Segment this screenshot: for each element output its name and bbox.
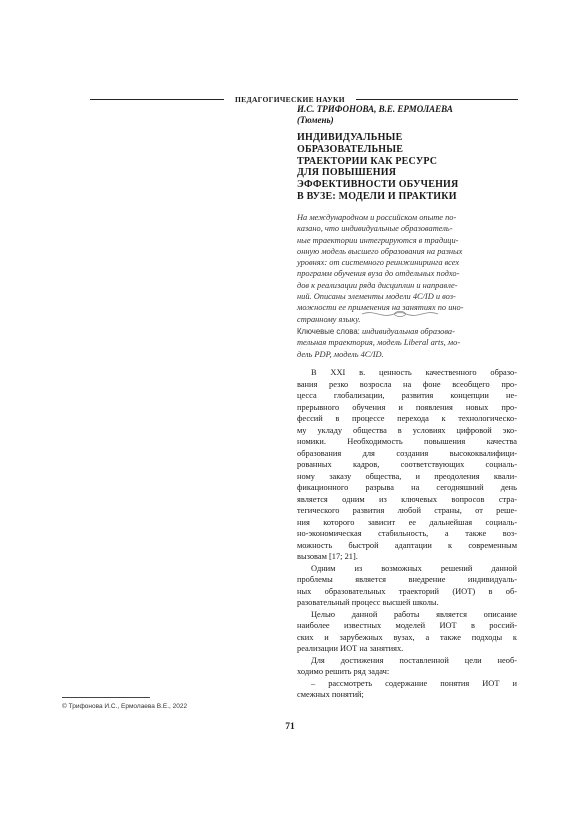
keywords-block <box>297 326 517 360</box>
body-line: ния которого зависит ее дальнейшая социаль- <box>297 517 517 527</box>
body-line: тегического развития любой страны, от реше- <box>297 506 517 515</box>
body-line: ходимо решить ряд задач: <box>297 667 390 676</box>
body-line: Целью данной работы является описание <box>311 609 517 619</box>
authors-names: И.С. ТРИФОНОВА, В.Е. ЕРМОЛАЕВА <box>297 104 453 114</box>
abstract-line: уровнях: от системного реинжиниринга всех <box>297 258 460 268</box>
copyright-note: © Трифонова И.С., Ермолаева В.Е., 2022 <box>62 703 188 710</box>
abstract-line: программ обучения вуза до отдельных подхо- <box>297 269 460 279</box>
title-line: ОБРАЗОВАТЕЛЬНЫЕ <box>297 143 404 155</box>
body-line: вызовам [17; 21]. <box>297 552 358 561</box>
body-text <box>297 367 517 701</box>
abstract-line: онную модель высшего образования на разных <box>297 246 463 256</box>
body-line: наиболее известных моделей ИОТ в россий- <box>297 621 517 630</box>
body-line: ских и зарубежных вузах, а также подходы к <box>297 632 517 642</box>
body-line: можность быстрой адаптации к современным <box>297 540 517 550</box>
abstract-line: можности ее применения на занятиях по ино- <box>297 303 464 313</box>
body-line: образования для создания высококвалифици- <box>297 448 517 458</box>
header-rule-left <box>90 99 224 100</box>
authors-affiliation: (Тюмень) <box>297 115 334 125</box>
title-line: ДЛЯ ПОВЫШЕНИЯ <box>297 167 397 179</box>
paragraph <box>297 609 517 655</box>
author-block <box>297 104 517 126</box>
keywords-line: индивидуальная образова- <box>361 327 455 336</box>
body-line: разовательный процесс высшей школы. <box>297 598 439 607</box>
paragraph <box>297 563 517 609</box>
abstract-line: ний. Описаны элементы модели 4C/ID и воз- <box>297 292 456 302</box>
body-line: номики. Необходимость повышения качества <box>297 437 517 446</box>
title-line: ЭФФЕКТИВНОСТИ ОБУЧЕНИЯ <box>297 179 459 191</box>
body-line: ному заказу общества, и преодоления квали- <box>297 471 517 481</box>
body-line: Одним из возможных решений данной <box>311 563 517 573</box>
paragraph <box>297 367 517 563</box>
body-line: прерывного обучения и появления новых про- <box>297 402 517 412</box>
title-line: ТРАЕКТОРИИ КАК РЕСУРС <box>297 155 438 167</box>
body-line: смежных понятий; <box>297 690 364 699</box>
paragraph <box>297 655 517 701</box>
body-line: фессий в процессе перехода к технологическо- <box>297 414 517 423</box>
body-line: реализации ИОТ на занятиях. <box>297 644 404 653</box>
section-label: ПЕДАГОГИЧЕСКИЕ НАУКИ <box>235 95 345 104</box>
abstract-line: На международном и российском опыте по- <box>297 213 457 222</box>
abstract-line: казано, что индивидуальные образователь- <box>297 224 453 234</box>
body-line: – рассмотреть содержание понятия ИОТ и <box>311 678 517 688</box>
body-line: ных образовательных траекторий (ИОТ) в об- <box>297 586 517 596</box>
ornament-divider <box>360 308 440 320</box>
footer-rule <box>62 697 150 698</box>
keywords-line: дель PDP, модель 4C/ID. <box>297 349 384 359</box>
article-title <box>297 132 517 203</box>
body-line: является одним из ключевых вопросов стра- <box>297 494 517 504</box>
body-line: Для достижения поставленной цели необ- <box>311 655 517 665</box>
body-line: му укладу общества в условиях цифровой эко- <box>297 425 517 435</box>
body-line: но-экономическая стабильность, а также воз- <box>297 529 517 538</box>
keywords-label: Ключевые слова: <box>297 327 360 336</box>
body-line: В XXI в. ценность качественного образо- <box>311 368 517 377</box>
body-line: фикационного разрыва на сегодняшний день <box>297 483 517 492</box>
title-line: В ВУЗЕ: МОДЕЛИ И ПРАКТИКИ <box>297 190 457 202</box>
body-line: вания резко возросла на фоне всеобщего про- <box>297 379 517 389</box>
header-rule-right <box>356 99 518 100</box>
title-line: ИНДИВИДУАЛЬНЫЕ <box>297 132 403 143</box>
page-number: 71 <box>285 722 295 732</box>
abstract-line: дов к реализации ряда дисциплин и направле- <box>297 280 458 290</box>
body-line: рованных кадров, соответствующих социаль- <box>297 460 517 469</box>
abstract-line: странному языку. <box>297 314 361 324</box>
body-line: цесса глобализации, развития концепции не- <box>297 391 517 400</box>
body-line: проблемы является внедрение индивидуаль- <box>297 575 517 584</box>
keywords-line: тельная траектория, модель Liberal arts, мо- <box>297 338 461 348</box>
abstract-line: ные траектории интегрируются в традици- <box>297 235 459 245</box>
